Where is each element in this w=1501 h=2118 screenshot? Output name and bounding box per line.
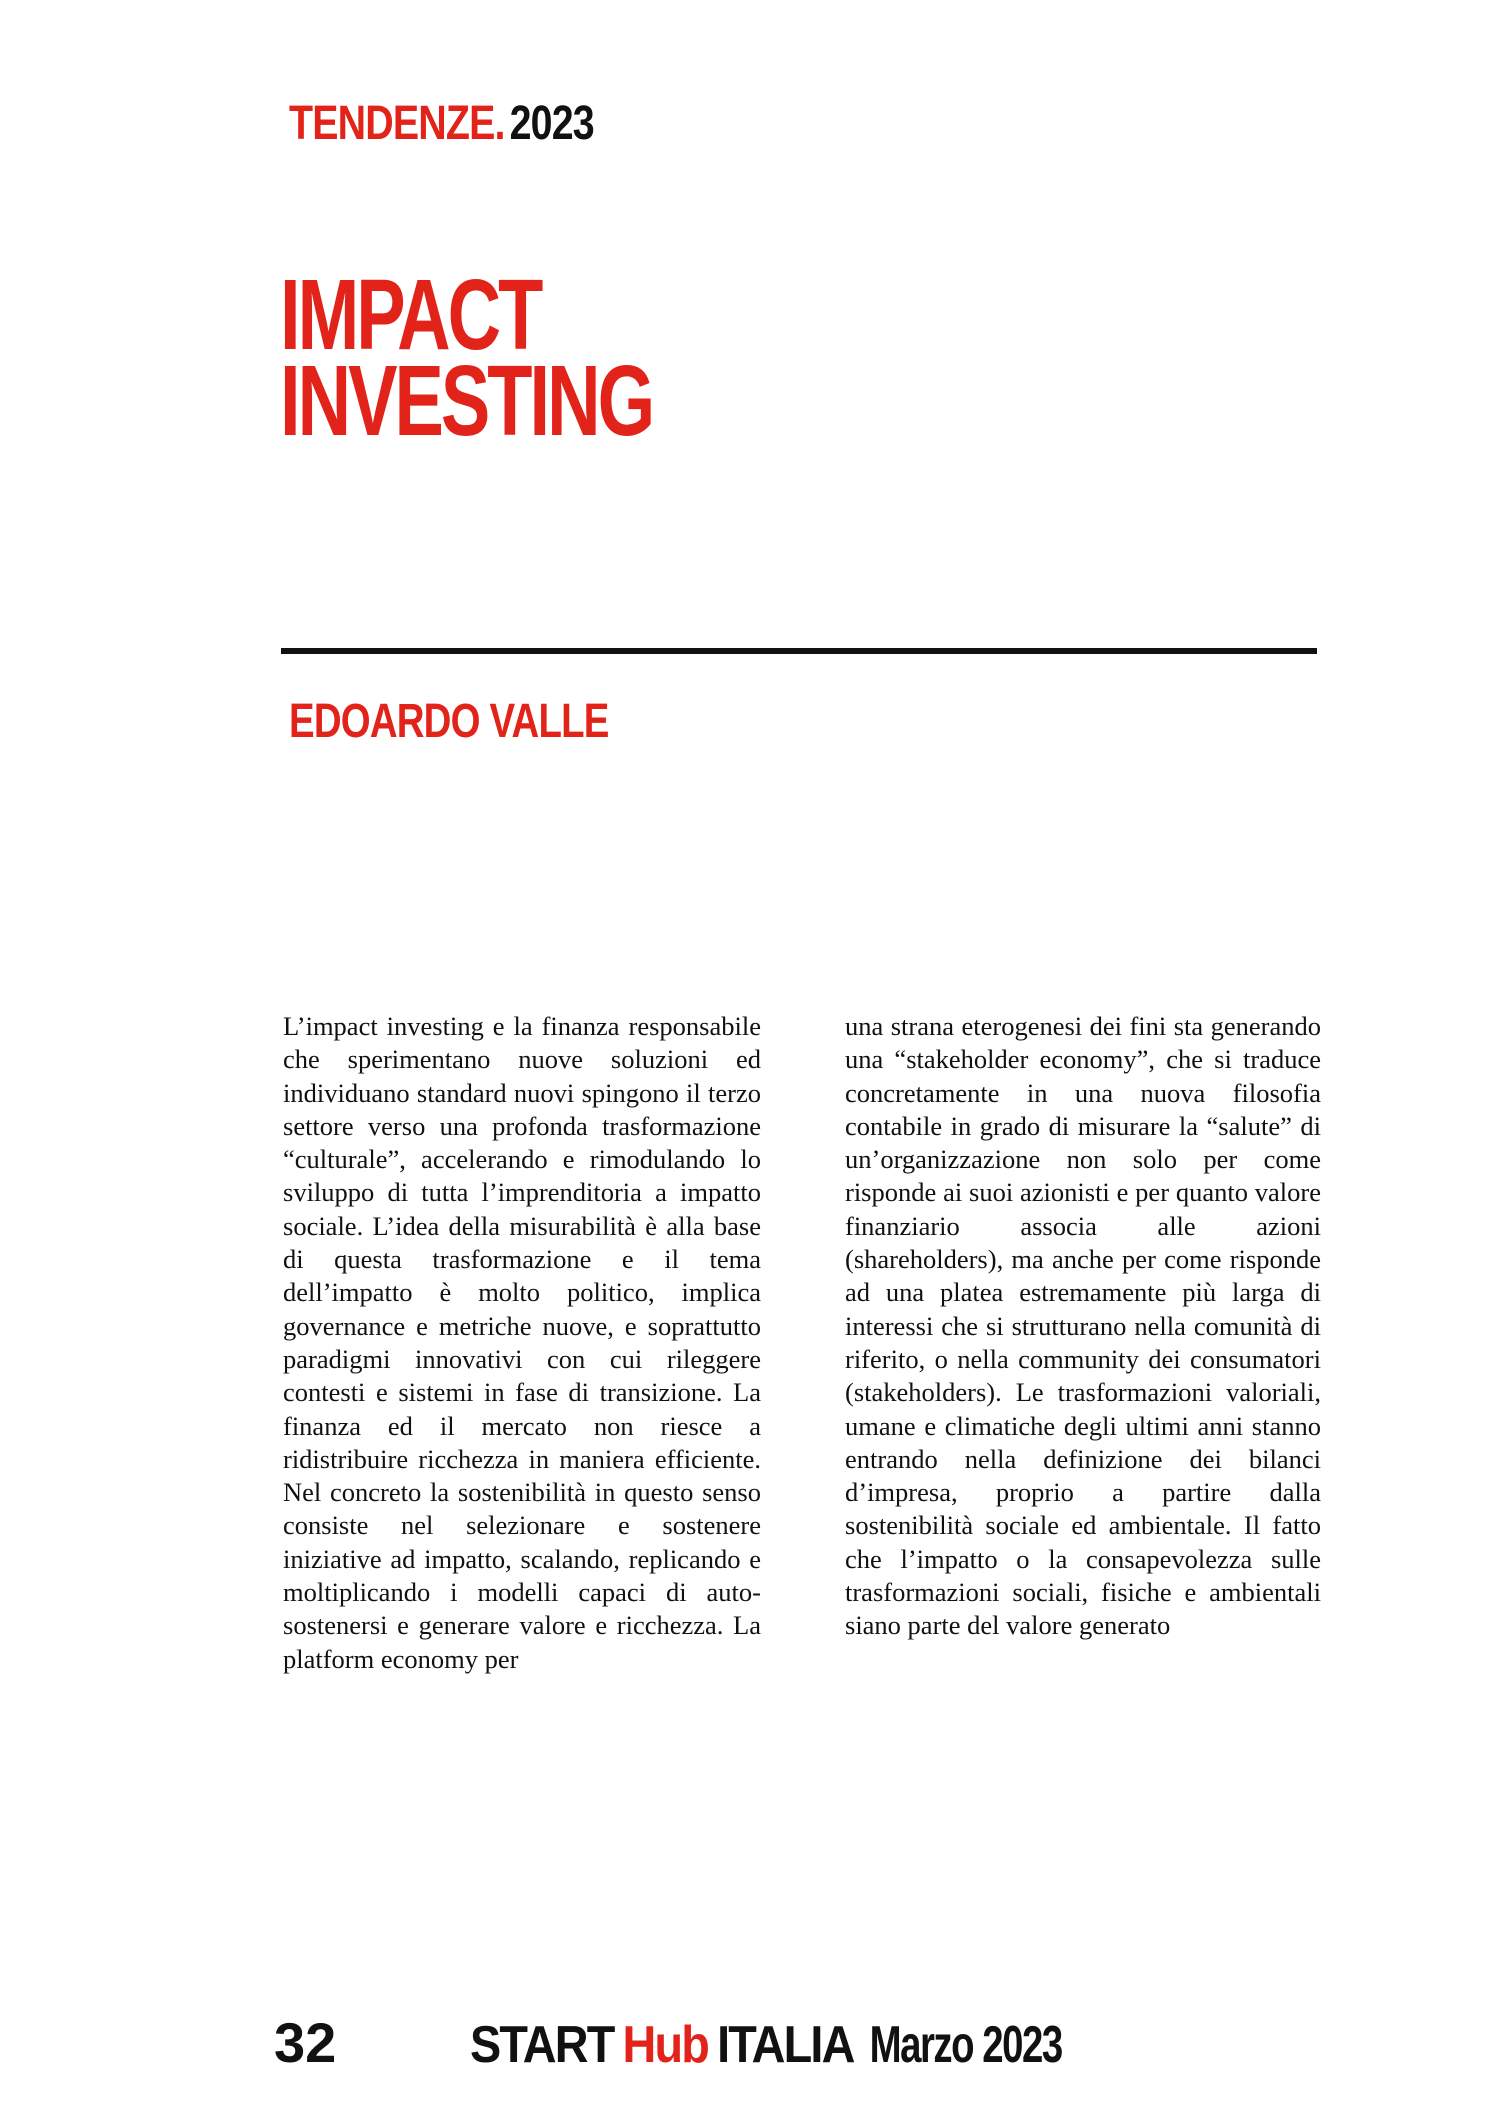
section-tag: [289, 97, 594, 150]
brand-hub: Hub: [622, 2016, 709, 2074]
page-footer: [0, 2011, 1501, 2075]
page-number: 32: [274, 2011, 337, 2074]
body-column-right: una strana eterogenesi dei fini sta generando una “stakeholder economy”, che si traduce concretamente in una nuova filosofia contabile in grado di misurare la “salute” di un’organizzazione non solo per come risponde ai suoi azionisti e per quanto valore finanziario associa alle azioni (shareholders), ma anche per come risponde ad una platea estremamente più larga di interessi che si strutturano nella comunità di riferito, o nella community dei consumatori (stakeholders). Le trasformazioni valoriali, umane e climatiche degli ultimi anni stanno entrando nella definizione dei bilanci d’impresa, proprio a partire dalla sostenibilità sociale ed ambientale. Il fatto che l’impatto o la consapevolezza sulle trasformazioni sociali, fisiche e ambientali siano parte del valore generato: [845, 1011, 1321, 1641]
title-divider: [281, 648, 1317, 654]
brand-italia: ITALIA: [717, 2016, 854, 2074]
article-title-line-1: IMPACT: [280, 259, 541, 371]
author-name: EDOARDO VALLE: [289, 695, 609, 748]
section-year: 2023: [509, 97, 594, 150]
magazine-masthead: [470, 2016, 1113, 2074]
brand-start: START: [470, 2016, 614, 2074]
article-title-line-2: INVESTING: [280, 345, 653, 457]
section-label: TENDENZE.: [289, 97, 505, 150]
issue-date: Marzo 2023: [869, 2016, 1062, 2074]
body-column-left: L’impact investing e la finanza responsabile che sperimentano nuove soluzioni ed individuano standard nuovi spingono il terzo settore verso una profonda trasformazione “culturale”, accelerando e rimodulando lo sviluppo di tutta l’imprenditoria a impatto sociale. L’idea della misurabilità è alla base di questa trasformazione e il tema dell’impatto è molto politico, implica governance e metriche nuove, e soprattutto paradigmi innovativi con cui rileggere contesti e sistemi in fase di transizione. La finanza ed il mercato non riesce a ridistribuire ricchezza in maniera efficiente. Nel concreto la sostenibilità in questo senso consiste nel selezionare e sostenere iniziative ad impatto, scalando, replicando e moltiplicando i modelli capaci di autosostenersi e generare valore e ricchezza. La platform economy per: [283, 1011, 761, 1674]
article-title: [280, 259, 653, 457]
